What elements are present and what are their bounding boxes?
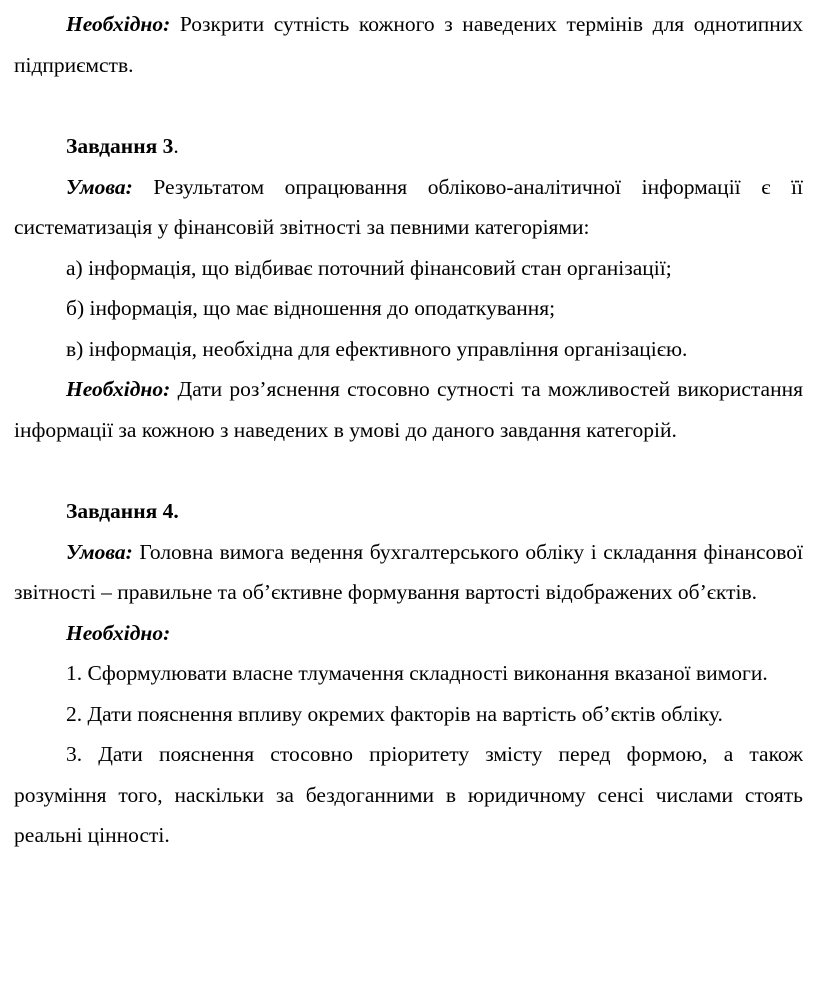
paragraph-neobkhidno-task3 [14,369,803,450]
paragraph-neobkhidno-intro [14,4,803,85]
lead-umova: Умова: [66,174,133,199]
numbered-item-1: 1. Сформулювати власне тлумачення складності виконання вказаної вимоги. [66,661,768,685]
paragraph-text: Головна вимога ведення бухгалтерського обліку і складання фінансової звітності – правильне та об’єктивне формування вартості відображених об’єктів. [14,539,803,604]
task4-heading [14,491,803,532]
list-item-v: в) інформація, необхідна для ефективного управління організацією. [66,336,688,361]
lead-umova: Умова: [66,539,133,564]
lead-neobkhidno: Необхідно: [66,12,171,36]
task3-heading [14,126,803,167]
paragraph-umova-task4 [14,532,803,613]
lead-neobkhidno: Необхідно: [66,377,171,401]
paragraph-text: Розкрити сутність кожного з наведених термінів для однотипних підприємств. [14,12,803,77]
numbered-item-3: 3. Дати пояснення стосовно пріоритету змісту перед формою, а також розуміння того, наскільки за бездоганними в юридичному сенсі числами стоять реальні цінності. [14,742,803,847]
list-item-b: б) інформація, що має відношення до оподаткування; [66,296,556,320]
paragraph-text: Дати роз’яснення стосовно сутності та можливостей використання інформації за кожною з наведених в умові до даного завдання категорій. [14,377,803,442]
paragraph-text: Результатом опрацювання обліково-аналітичної інформації є її систематизація у фінансовій звітності за певними категоріями: [14,174,803,239]
list-item-a: а) інформація, що відбиває поточний фінансовий стан організації; [66,255,672,280]
task4-title: Завдання 4. [66,499,179,523]
task3-title: Завдання 3 [66,134,174,158]
numbered-item-2: 2. Дати пояснення впливу окремих факторів на вартість об’єктів обліку. [66,701,723,726]
paragraph-neobkhidno-task4 [14,613,803,654]
task3-title-suffix: . [173,134,179,158]
paragraph-umova-task3 [14,167,803,248]
lead-neobkhidno: Необхідно: [66,620,171,645]
